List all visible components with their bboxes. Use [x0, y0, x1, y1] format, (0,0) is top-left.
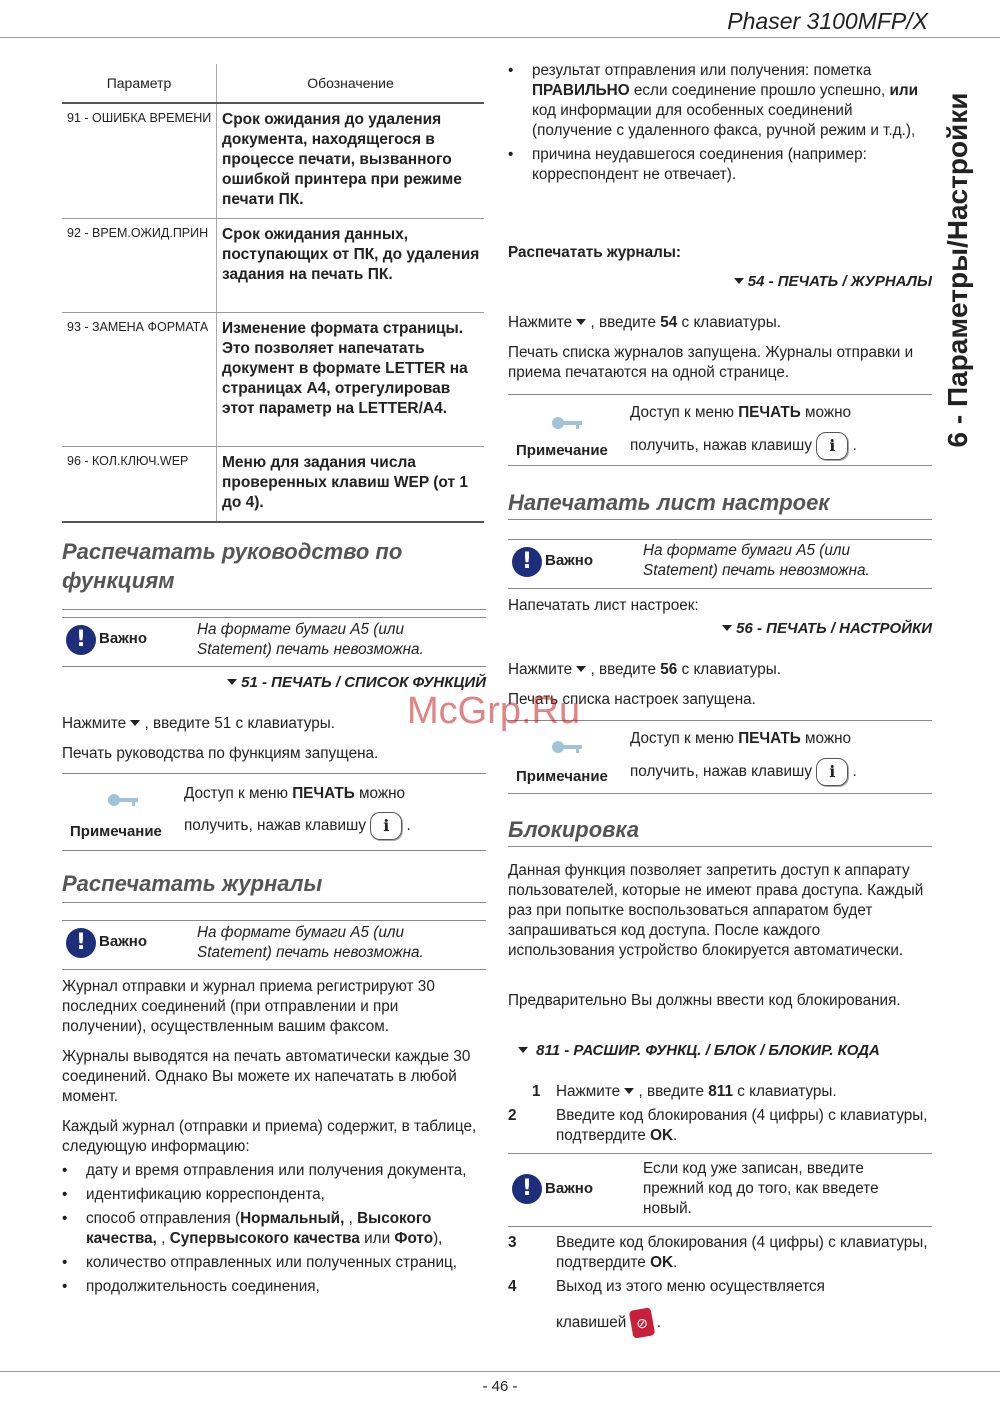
important-label: Важно: [545, 1180, 594, 1197]
list-item: • продолжительность соединения,: [62, 1277, 486, 1297]
table-cell-param: 91 - ОШИБКА ВРЕМЕНИ: [62, 103, 217, 219]
instruction: [62, 714, 335, 734]
table-row: [62, 313, 484, 447]
section-title: Блокировка: [508, 815, 932, 847]
paragraph: Каждый журнал (отправки и приема) содержит, в таблице, следующую информацию:: [62, 1118, 477, 1155]
lock-steps-2: [508, 1233, 932, 1337]
note-text: Доступ к меню ПЕЧАТЬ можно: [184, 785, 406, 802]
table-header-desc: Обозначение: [217, 64, 485, 103]
table-row: [62, 103, 484, 219]
note-text-2: получить, нажав клавишу i .: [630, 758, 857, 786]
paragraph: Журналы выводятся на печать автоматически каждые 30 соединений. Однако Вы можете их напечатать в любой момент.: [62, 1048, 471, 1105]
down-arrow-icon: [576, 666, 586, 672]
down-arrow-icon: [576, 319, 586, 325]
important-text: На формате бумаги A5 (или Statement) печать невозможна.: [197, 621, 424, 658]
log-info-list-continued: [508, 61, 932, 185]
down-arrow-icon: [518, 1047, 528, 1053]
note-label: Примечание: [516, 768, 608, 785]
status-text: Печать списка настроек запущена.: [508, 691, 756, 708]
section-title: Напечатать лист настроек: [508, 488, 932, 520]
list-item: • причина неудавшегося соединения (например: корреспондент не отвечает).: [508, 145, 932, 185]
list-item: • способ отправления (Нормальный, , Высокого качества, , Супервысокого качества или Фото),: [62, 1209, 486, 1249]
table-row: [62, 447, 484, 523]
down-arrow-icon: [722, 625, 732, 631]
menu-path-text: 54 - ПЕЧАТЬ / ЖУРНАЛЫ: [747, 273, 932, 290]
table-cell-desc: Изменение формата страницы. Это позволяет напечатать документ в формате LETTER на страницах A4, отрегулировав этот параметр на LETTER/A4.: [217, 313, 485, 447]
warning-icon: !: [66, 625, 96, 655]
important-text: На формате бумаги A5 (или Statement) печать невозможна.: [643, 542, 870, 579]
lock-steps: [508, 1082, 932, 1146]
note-label: Примечание: [70, 823, 162, 840]
status-text: Печать руководства по функциям запущена.: [62, 745, 379, 762]
key-icon: [550, 415, 584, 431]
table-cell-desc: Меню для задания числа проверенных клавиш WEP (от 1 до 4).: [217, 447, 485, 523]
table-cell-param: 96 - КОЛ.КЛЮЧ.WEP: [62, 447, 217, 523]
important-box: [62, 617, 486, 667]
instruction-press: Нажмите: [62, 715, 127, 732]
table-header-param: Параметр: [62, 64, 217, 103]
section-function-guide: [62, 537, 486, 610]
table-row: [62, 219, 484, 313]
status-text: Печать списка журналов запущена. Журналы отправки и приема печатаются на одной странице.: [508, 344, 914, 381]
important-box: [508, 539, 932, 589]
paragraph: Предварительно Вы должны ввести код блокирования.: [508, 992, 901, 1009]
section-settings: [508, 488, 932, 520]
table-cell-param: 93 - ЗАМЕНА ФОРМАТА: [62, 313, 217, 447]
log-info-list: [62, 1161, 486, 1297]
warning-icon: !: [66, 928, 96, 958]
important-text: Если код уже записан, введите прежний код до того, как введете новый.: [643, 1160, 879, 1217]
instruction-enter-value: 51 с клавиатуры.: [210, 715, 335, 732]
important-label: Важно: [545, 552, 594, 569]
important-box: [508, 1153, 932, 1227]
stop-key-icon: ⊘: [628, 1307, 655, 1338]
table-cell-param: 92 - ВРЕМ.ОЖИД.ПРИН: [62, 219, 217, 313]
menu-path: [508, 273, 932, 290]
chapter-tab: [936, 60, 980, 480]
down-arrow-icon: [227, 679, 237, 685]
info-key-icon: i: [816, 758, 848, 786]
list-item: • идентификацию корреспондента,: [62, 1185, 486, 1205]
important-text: На формате бумаги A5 (или Statement) печать невозможна.: [197, 924, 424, 961]
key-icon: [106, 792, 140, 808]
section-logs: [62, 869, 486, 903]
print-logs-label: Распечатать журналы:: [508, 244, 682, 261]
down-arrow-icon: [624, 1088, 634, 1094]
menu-path-text: 51 - ПЕЧАТЬ / СПИСОК ФУНКЦИЙ: [241, 674, 486, 691]
page-number: - 46 -: [482, 1378, 518, 1395]
menu-path-text: 56 - ПЕЧАТЬ / НАСТРОЙКИ: [736, 620, 932, 637]
note-box: [62, 773, 486, 851]
watermark: McGrp.Ru: [407, 690, 581, 732]
info-key-icon: i: [816, 432, 848, 460]
info-key-icon: i: [370, 812, 402, 840]
footer-rule: [0, 1371, 1000, 1372]
table-cell-desc: Срок ожидания данных, поступающих от ПК, до удаления задания на печать ПК.: [217, 219, 485, 313]
parameter-table: [62, 64, 484, 523]
menu-path: [518, 1042, 938, 1059]
important-label: Важно: [99, 933, 148, 950]
menu-path: [62, 674, 486, 691]
note-text-2: получить, нажав клавишу i .: [184, 812, 411, 840]
settings-intro: Напечатать лист настроек:: [508, 597, 699, 614]
important-label: Важно: [99, 630, 148, 647]
note-label: Примечание: [516, 442, 608, 459]
warning-icon: !: [512, 547, 542, 577]
instruction: Нажмите , введите 54 с клавиатуры.: [508, 314, 781, 331]
document-title: Phaser 3100MFP/X: [727, 8, 928, 34]
paragraph: Данная функция позволяет запретить доступ к аппарату пользователей, которые не имеют права доступа. Каждый раз при попытке воспользоваться аппаратом будет запрашиваться код доступа. После каждого использования устройство блокируется автоматически.: [508, 862, 924, 959]
down-arrow-icon: [130, 720, 140, 726]
note-box: [508, 394, 932, 466]
logs-body-continued: [508, 61, 932, 189]
step: 1 Нажмите , введите 811 с клавиатуры.: [532, 1083, 837, 1100]
step: 3 Введите код блокирования (4 цифры) с клавиатуры, подтвердите OK.: [508, 1234, 928, 1271]
note-text: Доступ к меню ПЕЧАТЬ можно: [630, 730, 852, 747]
instruction-enter: , введите: [144, 715, 211, 732]
logs-body: [62, 977, 486, 1301]
key-icon: [550, 739, 584, 755]
step: 2 Введите код блокирования (4 цифры) с клавиатуры, подтвердите OK.: [508, 1107, 928, 1144]
important-box: [62, 920, 486, 970]
instruction: Нажмите , введите 56 с клавиатуры.: [508, 661, 781, 678]
step: 4 Выход из этого меню осуществляется: [508, 1278, 825, 1295]
table-header-row: [62, 64, 484, 103]
note-text: Доступ к меню ПЕЧАТЬ можно: [630, 404, 852, 421]
menu-path-text: 811 - РАСШИР. ФУНКЦ. / БЛОК / БЛОКИР. КОДА: [536, 1042, 880, 1059]
header-rule: [0, 37, 1000, 38]
list-item: • дату и время отправления или получения документа,: [62, 1161, 486, 1181]
note-text-2: получить, нажав клавишу i .: [630, 432, 857, 460]
table-cell-desc: Срок ожидания до удаления документа, находящегося в процессе печати, вызванного ошибкой принтера при режиме печати ПК.: [217, 103, 485, 219]
step-continued: клавишей ⊘ .: [532, 1309, 932, 1337]
chapter-tab-label: 6 - Параметры/Настройки: [942, 92, 973, 448]
list-item: • результат отправления или получения: пометка ПРАВИЛЬНО если соединение прошло успешно, или код информации для особенных соединений (получение с удаленного факса, ручной режим и т.д.),: [508, 61, 932, 141]
paragraph: Журнал отправки и журнал приема регистрируют 30 последних соединений (при отправлении и при получении), осуществленным вашим факсом.: [62, 978, 435, 1035]
down-arrow-icon: [734, 278, 744, 284]
menu-path: [508, 620, 932, 637]
warning-icon: !: [512, 1174, 542, 1204]
section-title: Распечатать журналы: [62, 869, 486, 903]
list-item: • количество отправленных или полученных страниц,: [62, 1253, 486, 1273]
section-title: Распечатать руководство по функциям: [62, 537, 486, 610]
section-lock: [508, 815, 932, 847]
